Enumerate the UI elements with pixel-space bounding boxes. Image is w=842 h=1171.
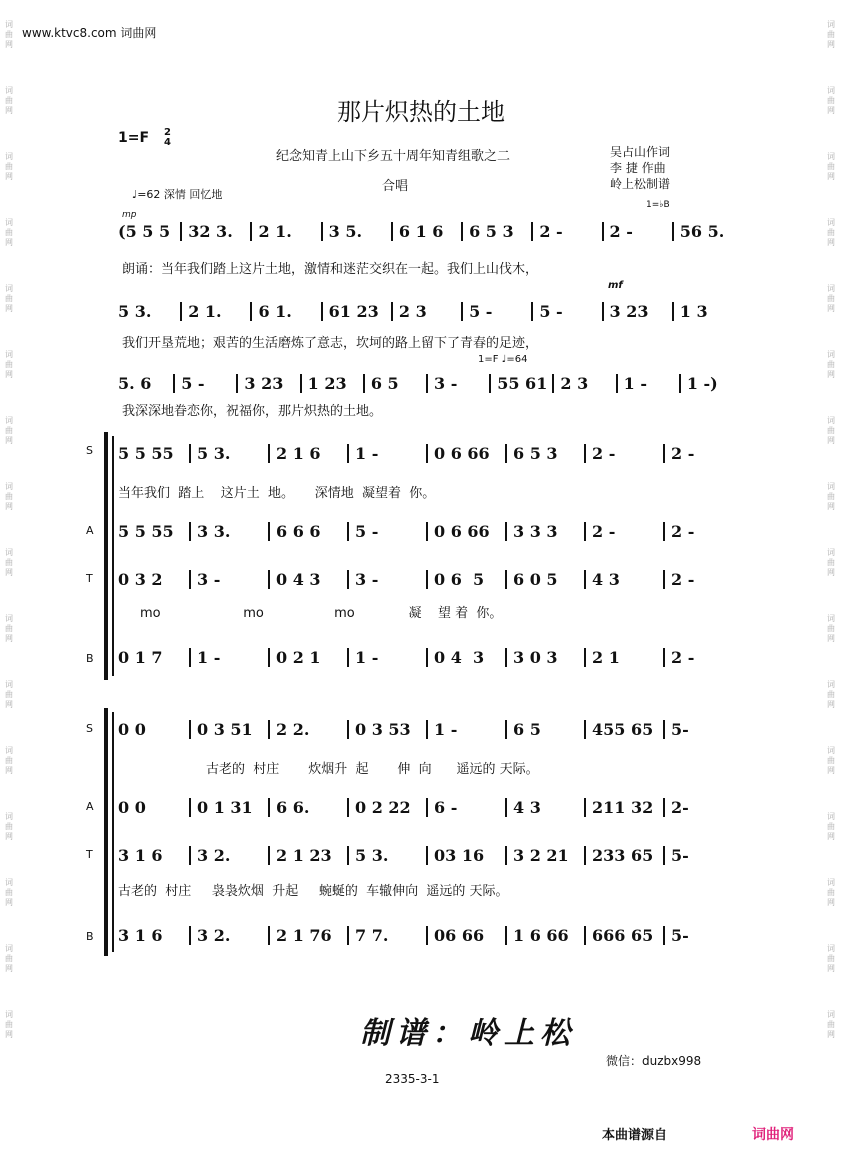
measure: 6 5 3 — [505, 444, 584, 463]
voice-label-tenor: T — [86, 572, 93, 585]
measure: 0 2 1 — [268, 648, 347, 667]
watermark-text: 词曲网 — [827, 218, 835, 247]
measure: 32 3. — [180, 222, 250, 241]
lyricist: 吴占山作词 — [610, 145, 671, 159]
measure: 3 - — [426, 374, 489, 393]
watermark-text: 词曲网 — [5, 1010, 13, 1039]
measure: 7 7. — [347, 926, 426, 945]
measure: 2 - — [663, 648, 742, 667]
measure: 455 65 — [584, 720, 663, 739]
measure: 6 - — [426, 798, 505, 817]
measure: 5 5 55 — [118, 521, 174, 541]
measure: 5 3. — [347, 846, 426, 865]
voice-label-soprano: S — [86, 722, 93, 735]
measure: 2 1 76 — [268, 926, 347, 945]
measure: 3 - — [347, 570, 426, 589]
source-label: 本曲谱源自 — [602, 1128, 668, 1143]
watermark-text: 词曲网 — [5, 746, 13, 775]
measure: 1 6 66 — [505, 926, 584, 945]
measure: 0 3 53 — [347, 720, 426, 739]
measure: 2 1 23 — [268, 846, 347, 865]
measure: 0 3 51 — [189, 720, 268, 739]
measure: 5 - — [173, 374, 236, 393]
measure: 1 3 — [672, 302, 742, 321]
bass-notes — [112, 642, 742, 672]
watermark-text: 词曲网 — [827, 152, 835, 181]
measure: 0 1 31 — [189, 798, 268, 817]
voice-label-bass: B — [86, 930, 94, 943]
time-signature-bottom: 4 — [164, 137, 171, 148]
measure: 2 1 6 — [268, 444, 347, 463]
watermark-text: 词曲网 — [827, 350, 835, 379]
measure: 2- — [663, 798, 742, 817]
watermark-text: 词曲网 — [827, 812, 835, 841]
left-watermark-strip — [2, 20, 16, 1076]
measure: 1 - — [347, 444, 426, 463]
measure: 2 - — [663, 570, 742, 589]
measure: 2 1. — [180, 302, 250, 321]
song-title: 那片炽热的土地 — [337, 98, 505, 126]
measure: 06 66 — [426, 926, 505, 945]
measure: 61 23 — [321, 302, 391, 321]
alto-notes — [112, 516, 742, 546]
arranger-signature: 制谱：岭上松 — [360, 1016, 576, 1051]
measure: 0 6 66 — [426, 444, 505, 463]
watermark-text: 词曲网 — [5, 812, 13, 841]
narration-line-3: 我深深地眷恋你，祝福你，那片炽热的土地。 — [122, 404, 383, 419]
watermark-text: 词曲网 — [827, 482, 835, 511]
watermark-text: 词曲网 — [827, 416, 835, 445]
measure: 2 1. — [250, 222, 320, 241]
measure: 2 - — [602, 222, 672, 241]
system-line — [112, 436, 114, 676]
measure: 1 - — [347, 648, 426, 667]
system-bracket — [104, 432, 108, 680]
subtitle: 纪念知青上山下乡五十周年知青组歌之二 — [276, 149, 511, 164]
measure: 6 6. — [268, 798, 347, 817]
measure: 0 6 66 — [426, 522, 505, 541]
watermark-text: 词曲网 — [827, 284, 835, 313]
measure: 03 16 — [426, 846, 505, 865]
measure: 6 0 5 — [505, 570, 584, 589]
chorus-label: 合唱 — [382, 179, 409, 194]
measure: 5 - — [347, 522, 426, 541]
measure: 3 1 6 — [118, 925, 163, 945]
dynamic-mf: mf — [608, 280, 623, 291]
soprano-lyric: 古老的 村庄 炊烟升 起 伸 向 遥远的 天际。 — [206, 762, 539, 777]
watermark-text: 词曲网 — [5, 350, 13, 379]
measure: 3 3 3 — [505, 522, 584, 541]
time-signature-top: 2 — [164, 127, 171, 138]
watermark-text: 词曲网 — [5, 152, 13, 181]
measure: 211 32 — [584, 798, 663, 817]
measure: 1 - — [616, 374, 679, 393]
tenor-lyric: mo mo mo 凝 望 着 你。 — [140, 606, 503, 621]
site-url[interactable]: www.ktvc8.com 词曲网 — [22, 26, 157, 40]
measure: 0 1 7 — [118, 647, 163, 667]
measure: 0 4 3 — [268, 570, 347, 589]
soprano-notes — [112, 438, 742, 468]
narration-line-2: 我们开垦荒地；艰苦的生活磨炼了意志，坎坷的路上留下了青春的足迹， — [122, 336, 539, 351]
measure: 5 - — [461, 302, 531, 321]
measure: 2 1 — [584, 648, 663, 667]
measure: (5 5 5 — [118, 221, 171, 241]
measure: 55 61 — [489, 374, 552, 393]
measure: 0 6 5 — [426, 570, 505, 589]
measure: 0 3 2 — [118, 569, 163, 589]
measure: 0 0 — [118, 719, 146, 739]
watermark-text: 词曲网 — [827, 86, 835, 115]
tenor-notes — [112, 564, 742, 594]
measure: 3 23 — [236, 374, 299, 393]
dynamic-mp: mp — [122, 210, 137, 220]
measure: 2 3 — [391, 302, 461, 321]
watermark-text: 词曲网 — [5, 548, 13, 577]
watermark-text: 词曲网 — [827, 548, 835, 577]
measure: 6 5 — [363, 374, 426, 393]
watermark-text: 词曲网 — [827, 614, 835, 643]
measure: 2 - — [663, 522, 742, 541]
bass-notes — [112, 920, 742, 950]
right-watermark-strip — [824, 20, 838, 1076]
measure: 4 3 — [505, 798, 584, 817]
time-signature — [164, 128, 171, 148]
measure: 233 65 — [584, 846, 663, 865]
system-line — [112, 712, 114, 952]
watermark-text: 词曲网 — [827, 944, 835, 973]
measure: 6 1 6 — [391, 222, 461, 241]
measure: 2 2. — [268, 720, 347, 739]
watermark-text: 词曲网 — [5, 218, 13, 247]
tenor-lyric: 古老的 村庄 袅袅炊烟 升起 蜿蜒的 车辙伸向 遥远的 天际。 — [118, 884, 509, 899]
composer: 李 捷 作曲 — [610, 161, 666, 175]
measure: 6 5 3 — [461, 222, 531, 241]
measure: 2 - — [663, 444, 742, 463]
measure: 3 3. — [189, 522, 268, 541]
intro-notes-line-2 — [112, 296, 742, 326]
watermark-text: 词曲网 — [5, 944, 13, 973]
voice-label-bass: B — [86, 652, 94, 665]
soprano-lyric: 当年我们 踏上 这片土 地。 深情地 凝望着 你。 — [118, 486, 436, 501]
watermark-text: 词曲网 — [5, 284, 13, 313]
measure: 0 2 22 — [347, 798, 426, 817]
watermark-text: 词曲网 — [5, 20, 13, 49]
voice-label-alto: A — [86, 524, 94, 537]
key-change-marker: 1=♭B — [646, 200, 670, 210]
tempo-mark: ♩=62 深情 回忆地 — [132, 188, 223, 201]
measure: 3 1 6 — [118, 845, 163, 865]
measure: 666 65 — [584, 926, 663, 945]
measure: 0 4 3 — [426, 648, 505, 667]
watermark-text: 词曲网 — [827, 680, 835, 709]
arranger: 岭上松制谱 — [610, 177, 671, 191]
system-bracket — [104, 708, 108, 956]
wechat-contact: 微信：duzbx998 — [606, 1054, 702, 1068]
watermark-text: 词曲网 — [5, 482, 13, 511]
credits — [610, 144, 670, 192]
measure: 4 3 — [584, 570, 663, 589]
measure: 3 2 21 — [505, 846, 584, 865]
measure: 2 - — [531, 222, 601, 241]
measure: 3 2. — [189, 846, 268, 865]
watermark-text: 词曲网 — [5, 416, 13, 445]
watermark-text: 词曲网 — [5, 878, 13, 907]
measure: 1 -) — [679, 374, 742, 393]
measure: 6 6 6 — [268, 522, 347, 541]
intro-notes-line-3 — [112, 368, 742, 398]
measure: 2 - — [584, 444, 663, 463]
alto-notes — [112, 792, 742, 822]
measure: 3 5. — [321, 222, 391, 241]
voice-label-soprano: S — [86, 444, 93, 457]
measure: 3 0 3 — [505, 648, 584, 667]
voice-label-alto: A — [86, 800, 94, 813]
watermark-text: 词曲网 — [5, 614, 13, 643]
watermark-text: 词曲网 — [827, 20, 835, 49]
measure: 5 - — [531, 302, 601, 321]
key-change-marker: 1=F ♩=64 — [478, 354, 528, 365]
measure: 5. 6 — [118, 373, 152, 393]
measure: 1 - — [426, 720, 505, 739]
measure: 5 5 55 — [118, 443, 174, 463]
soprano-notes — [112, 714, 742, 744]
watermark-text: 词曲网 — [5, 680, 13, 709]
measure: 5- — [663, 846, 742, 865]
measure: 6 5 — [505, 720, 584, 739]
measure: 3 23 — [602, 302, 672, 321]
brand-logo[interactable]: 词曲网 — [752, 1127, 794, 1143]
measure: 2 - — [584, 522, 663, 541]
measure: 6 1. — [250, 302, 320, 321]
narration-line-1: 朗诵：当年我们踏上这片土地，激情和迷茫交织在一起。我们上山伐木， — [122, 262, 539, 277]
measure: 5 3. — [118, 301, 152, 321]
measure: 3 - — [189, 570, 268, 589]
measure: 1 - — [189, 648, 268, 667]
measure: 2 3 — [552, 374, 615, 393]
measure: 0 0 — [118, 797, 146, 817]
key-signature: 1=F — [118, 130, 150, 146]
watermark-text: 词曲网 — [827, 1010, 835, 1039]
measure: 5 3. — [189, 444, 268, 463]
watermark-text: 词曲网 — [827, 878, 835, 907]
measure: 5- — [663, 926, 742, 945]
watermark-text: 词曲网 — [827, 746, 835, 775]
watermark-text: 词曲网 — [5, 86, 13, 115]
measure: 56 5. — [672, 222, 742, 241]
measure: 1 23 — [300, 374, 363, 393]
voice-label-tenor: T — [86, 848, 93, 861]
tenor-notes — [112, 840, 742, 870]
intro-notes-line-1 — [112, 216, 742, 246]
page-number: 2335-3-1 — [385, 1072, 440, 1086]
measure: 3 2. — [189, 926, 268, 945]
measure: 5- — [663, 720, 742, 739]
